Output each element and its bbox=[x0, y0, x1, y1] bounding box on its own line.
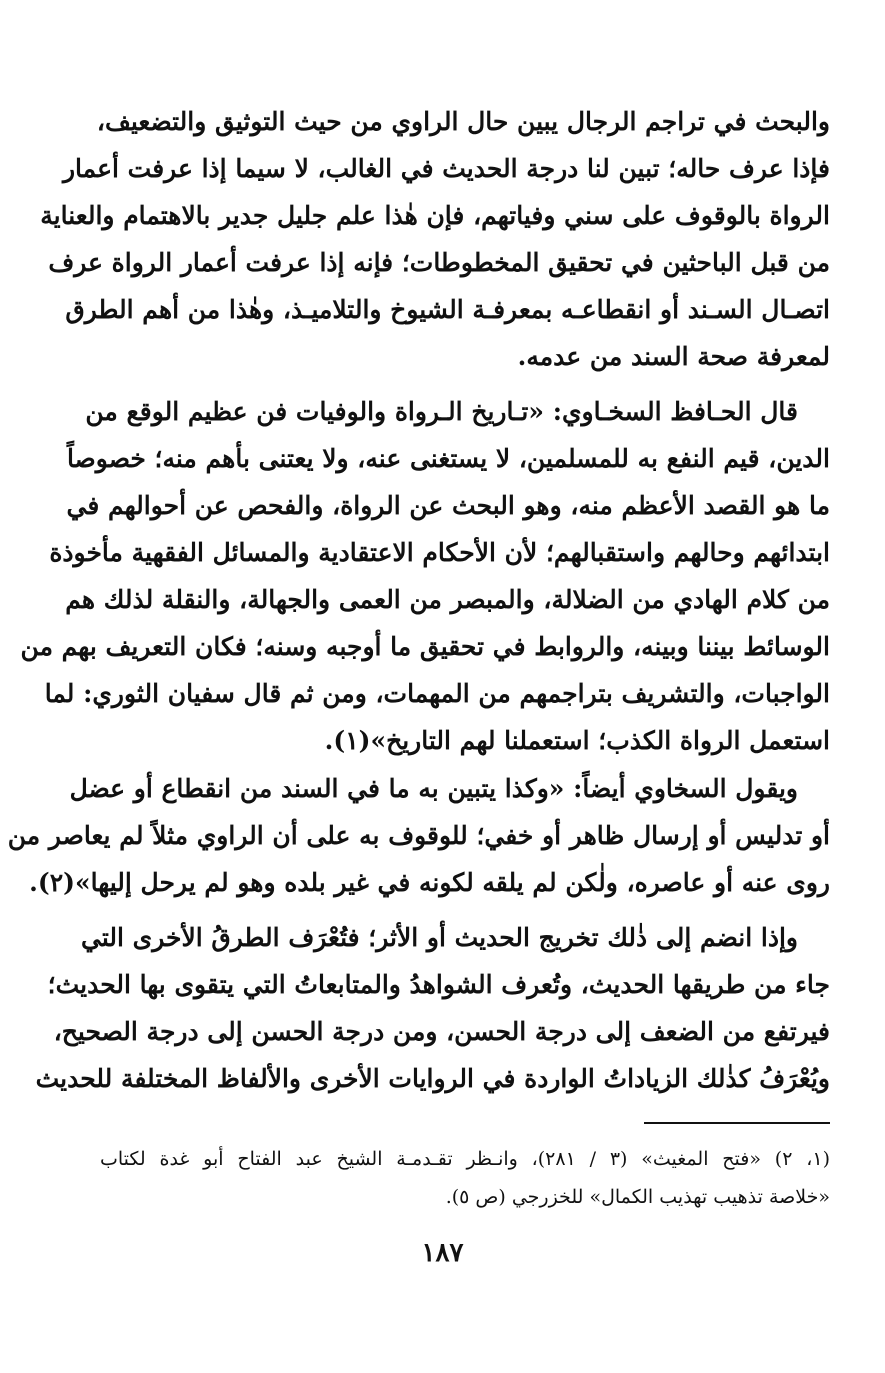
paragraph-3 bbox=[7, 765, 830, 906]
paragraph-line: ابتدائهم وحالهم واستقبالهم؛ لأن الأحكام الاعتقادية والمسائل الفقهية مأخوذة bbox=[49, 538, 830, 567]
paragraph-line: ما هو القصد الأعظم منه، وهو البحث عن الرواة، والفحص عن أحوالهم في bbox=[66, 491, 830, 520]
footnote-line: «خلاصة تذهيب تهذيب الكمال» للخزرجي (ص ٥). bbox=[445, 1186, 830, 1208]
footnote-line: (١، ٢) «فتح المغيث» (٣ / ٢٨١)، وانـظر تقـدمـة الشيخ عبد الفتاح أبو غدة لكتاب bbox=[100, 1148, 830, 1170]
paragraph-line: والبحث في تراجم الرجال يبين حال الراوي من حيث التوثيق والتضعيف، bbox=[96, 107, 830, 136]
paragraph-line: لمعرفة صحة السند من عدمه. bbox=[517, 342, 830, 371]
paragraph-line: قال الحـافظ السخـاوي: «تـاريخ الـرواة والوفيات فن عظيم الوقع من bbox=[85, 397, 798, 426]
paragraph-line: من قبل الباحثين في تحقيق المخطوطات؛ فإنه إذا عرفت أعمار الرواة عرف bbox=[48, 248, 830, 277]
paragraph-line: وإذا انضم إلى ذٰلك تخريج الحديث أو الأثر؛ فتُعْرَف الطرقُ الأخرى التي bbox=[80, 923, 798, 952]
paragraph-line: اتصـال السـند أو انقطاعـه بمعرفـة الشيوخ والتلاميـذ، وهٰذا من أهم الطرق bbox=[65, 295, 830, 324]
paragraph-line: الرواة بالوقوف على سني وفياتهم، فإن هٰذا علم جليل جدير بالاهتمام والعناية bbox=[40, 201, 830, 230]
paragraph-line: ويُعْرَفُ كذٰلك الزياداتُ الواردة في الروايات الأخرى والألفاظ المختلفة للحديث bbox=[35, 1064, 830, 1093]
page-number: ١٨٧ bbox=[421, 1238, 464, 1268]
paragraph-line: الوسائط بيننا وبينه، والروابط في تحقيق ما أوجبه وسنه؛ فكان التعريف بهم من bbox=[20, 632, 830, 661]
paragraph-line: أو تدليس أو إرسال ظاهر أو خفي؛ للوقوف به على أن الراوي مثلاً لم يعاصر من bbox=[7, 821, 830, 850]
footnote-divider bbox=[644, 1122, 830, 1124]
paragraph-line: ويقول السخاوي أيضاً: «وكذا يتبين به ما في السند من انقطاع أو عضل bbox=[69, 774, 798, 803]
paragraph-line: الدين، قيم النفع به للمسلمين، لا يستغنى عنه، ولا يعتنى بأهم منه؛ خصوصاً bbox=[66, 444, 830, 473]
paragraph-line: فإذا عرف حاله؛ تبين لنا درجة الحديث في الغالب، لا سيما إذا عرفت أعمار bbox=[62, 154, 830, 183]
paragraph-line: روى عنه أو عاصره، ولٰكن لم يلقه لكونه في غير بلده وهو لم يرحل إليها»(٢). bbox=[29, 868, 830, 897]
paragraph-4 bbox=[35, 914, 830, 1102]
paragraph-2 bbox=[20, 388, 830, 764]
paragraph-line: استعمل الرواة الكذب؛ استعملنا لهم التاريخ»(١). bbox=[324, 726, 830, 755]
paragraph-line: من كلام الهادي من الضلالة، والمبصر من العمى والجهالة، والنقلة لذلك هم bbox=[65, 585, 830, 614]
paragraph-line: جاء من طريقها الحديث، وتُعرف الشواهدُ والمتابعاتُ التي يتقوى بها الحديث؛ bbox=[47, 970, 830, 999]
paragraph-line: فيرتفع من الضعف إلى درجة الحسن، ومن درجة الحسن إلى درجة الصحيح، bbox=[53, 1017, 830, 1046]
footnotes bbox=[100, 1140, 830, 1216]
paragraph-1 bbox=[40, 98, 830, 380]
paragraph-line: الواجبات، والتشريف بتراجمهم من المهمات، ومن ثم قال سفيان الثوري: لما bbox=[44, 679, 830, 708]
